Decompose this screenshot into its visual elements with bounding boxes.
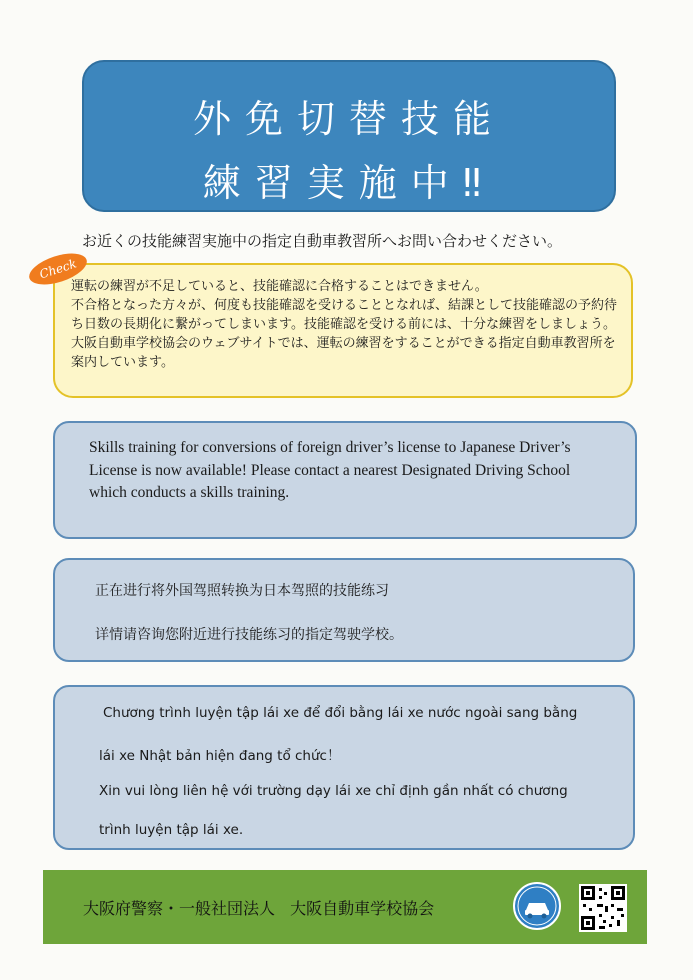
vietnamese-line-1: Chương trình luyện tập lái xe để đổi bằng lái xe nước ngoài sang bằng: [103, 705, 578, 721]
title-line-2: 練習実施中‼: [202, 161, 496, 205]
chinese-line-1: 正在进行将外国驾照转换为日本驾照的技能练习: [95, 583, 389, 599]
vietnamese-info-box: [53, 685, 635, 850]
vietnamese-line-4: trình luyện tập lái xe.: [99, 822, 244, 838]
check-paragraph-2: 不合格となった方々が、何度も技能確認を受けることとなれば、結課として技能確認の予約待ち日数の長期化に繋がってしまいます。技能確認を受ける前には、十分な練習をしましょう。: [71, 298, 618, 332]
check-notice-box: [53, 263, 633, 398]
vietnamese-line-2: lái xe Nhật bản hiện đang tổ chức！: [99, 748, 341, 764]
footer-bar: [43, 870, 647, 944]
footer-organization: 大阪府警察・一般社団法人 大阪自動車学校協会: [83, 899, 435, 918]
check-paragraph-3: 大阪自動車学校協会のウェブサイトでは、運転の練習をすることができる指定自動車教習所を案内しています。: [71, 336, 616, 370]
english-text: Skills training for conversions of foreign driver’s license to Japanese Driver’s License is now available! Please contact a nearest Designated Driving School which conducts a skills training.: [89, 439, 571, 501]
check-badge: Check: [25, 247, 90, 290]
chinese-info-box: [53, 558, 635, 662]
check-paragraph-1: 運転の練習が不足していると、技能確認に合格することはできません。: [71, 279, 488, 294]
english-info-box: [53, 421, 637, 539]
subtitle-text: お近くの技能練習実施中の指定自動車教習所へお問い合わせください。: [82, 232, 563, 250]
title-banner: [82, 60, 616, 212]
chinese-line-2: 详情请咨询您附近进行技能练习的指定驾驶学校。: [95, 627, 403, 643]
qr-code-icon: [579, 884, 627, 932]
title-line-1: 外免切替技能: [192, 97, 505, 141]
association-logo-icon: [513, 882, 561, 930]
vietnamese-line-3: Xin vui lòng liên hệ với trường dạy lái xe chỉ định gần nhất có chương: [99, 783, 568, 799]
check-notice-text: [71, 277, 627, 372]
